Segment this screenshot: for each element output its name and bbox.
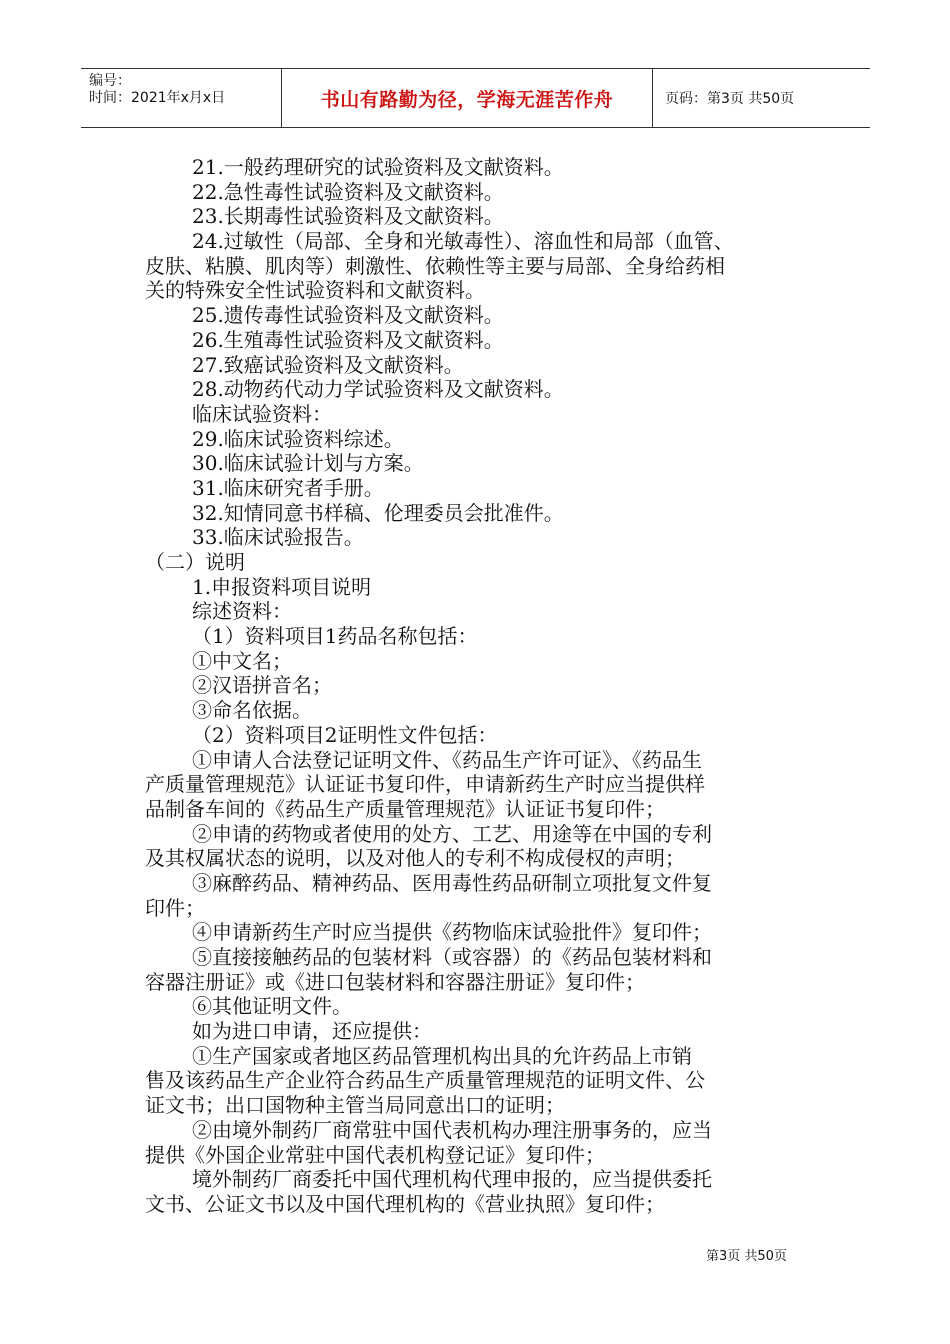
document-number-label: 编号：	[89, 73, 131, 89]
text-line: ②汉语拼音名；	[192, 673, 332, 698]
text-line: 25.遗传毒性试验资料及文献资料。	[192, 303, 504, 328]
text-line: 33.临床试验报告。	[192, 525, 364, 550]
text-line: ①生产国家或者地区药品管理机构出具的允许药品上市销	[192, 1043, 692, 1068]
text-line: 27.致癌试验资料及文献资料。	[192, 352, 464, 377]
page-header	[81, 68, 870, 128]
text-line: （二）说明	[145, 550, 245, 574]
text-line: 30.临床试验计划与方案。	[192, 451, 424, 476]
text-line: 售及该药品生产企业符合药品生产质量管理规范的证明文件、公	[145, 1068, 705, 1093]
text-line: ⑤直接接触药品的包装材料（或容器）的《药品包装材料和	[192, 945, 712, 969]
header-meta	[81, 69, 282, 127]
text-line: 21.一般药理研究的试验资料及文献资料。	[192, 155, 564, 179]
text-line: 23.长期毒性试验资料及文献资料。	[192, 204, 504, 229]
text-line: ④申请新药生产时应当提供《药物临床试验批件》复印件；	[192, 920, 712, 945]
text-line: ③麻醉药品、精神药品、医用毒性药品研制立项批复文件复	[192, 870, 712, 895]
text-line: 品制备车间的《药品生产质量管理规范》认证证书复印件；	[145, 796, 665, 821]
text-line: 文书、公证文书以及中国代理机构的《营业执照》复印件；	[145, 1191, 665, 1216]
text-line: 容器注册证》或《进口包装材料和容器注册证》复印件；	[145, 969, 645, 994]
text-line: 证文书；出口国物种主管当局同意出口的证明；	[145, 1093, 565, 1118]
text-line: ③命名依据。	[192, 698, 312, 723]
text-line: ⑥其他证明文件。	[192, 994, 352, 1019]
text-line: ①中文名；	[192, 648, 292, 673]
text-line: 及其权属状态的说明，以及对他人的专利不构成侵权的声明；	[145, 846, 685, 871]
text-line: 24.过敏性（局部、全身和光敏毒性）、溶血性和局部（血管、	[192, 229, 734, 254]
text-line: 产质量管理规范》认证证书复印件，申请新药生产时应当提供样	[145, 772, 705, 797]
text-line: 综述资料：	[192, 599, 292, 624]
text-line: 提供《外国企业常驻中国代表机构登记证》复印件；	[145, 1142, 605, 1167]
text-line: 印件；	[145, 895, 205, 920]
document-body	[145, 155, 810, 1217]
text-line: 皮肤、粘膜、肌肉等）刺激性、依赖性等主要与局部、全身给药相	[145, 253, 725, 278]
text-line: 1.申报资料项目说明	[192, 574, 372, 599]
text-line: 29.临床试验资料综述。	[192, 426, 404, 451]
document-time-label: 时间：2021年x月x日	[89, 90, 226, 106]
text-line: （2）资料项目2证明性文件包括：	[192, 722, 498, 747]
text-line: 26.生殖毒性试验资料及文献资料。	[192, 327, 504, 352]
text-line: 如为进口申请，还应提供：	[192, 1019, 432, 1044]
text-line: ②由境外制药厂商常驻中国代表机构办理注册事务的，应当	[192, 1117, 712, 1142]
header-motto: 书山有路勤为径，学海无涯苦作舟	[282, 69, 653, 127]
header-page-number: 页码：第3页 共50页	[665, 91, 795, 107]
text-line: ①申请人合法登记证明文件、《药品生产许可证》、《药品生	[192, 747, 702, 772]
text-line: （1）资料项目1药品名称包括：	[192, 624, 478, 649]
text-line: 关的特殊安全性试验资料和文献资料。	[145, 278, 485, 303]
text-line: 32.知情同意书样稿、伦理委员会批准件。	[192, 500, 564, 525]
text-line: ②申请的药物或者使用的处方、工艺、用途等在中国的专利	[192, 821, 712, 846]
text-line: 境外制药厂商委托中国代理机构代理申报的，应当提供委托	[192, 1167, 712, 1192]
text-line: 28.动物药代动力学试验资料及文献资料。	[192, 377, 564, 402]
text-line: 22.急性毒性试验资料及文献资料。	[192, 179, 504, 204]
text-line: 临床试验资料：	[192, 401, 332, 426]
text-line: 31.临床研究者手册。	[192, 475, 384, 500]
page-footer: 第3页 共50页	[706, 1249, 787, 1264]
